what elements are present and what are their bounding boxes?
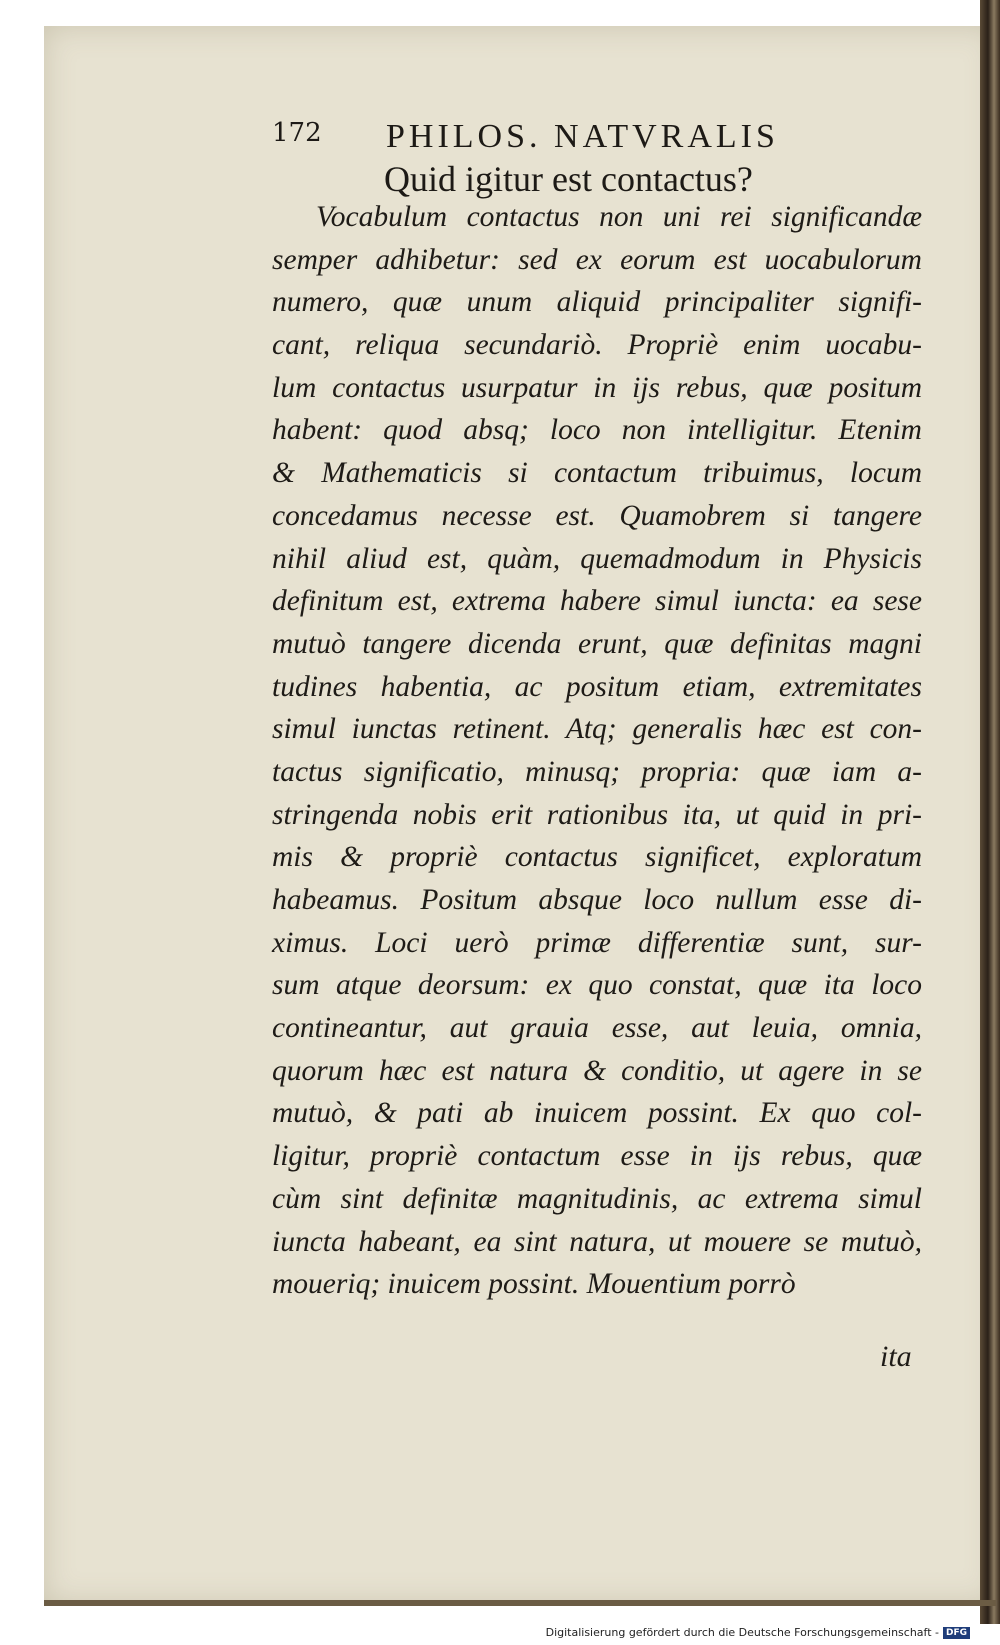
section-heading: Quid igitur est contactus? <box>384 159 753 199</box>
text-line: nihil aliud est, quàm, quemadmodum in Physicis <box>272 542 922 575</box>
text-line: & Mathematicis si contactum tribuimus, locum <box>272 457 922 490</box>
footer-credit <box>546 1626 970 1639</box>
book-spine-edge <box>980 0 1000 1624</box>
body-text <box>272 196 922 1306</box>
text-line: contineantur, aut grauia esse, aut leuia, omnia, <box>272 1012 922 1045</box>
text-line: iuncta habeant, ea sint natura, ut mouere se mutuò, <box>272 1225 922 1258</box>
text-line: sum atque deorsum: ex quo constat, quæ ita loco <box>272 969 922 1002</box>
text-line: habeamus. Positum absque loco nullum esse di- <box>272 884 922 916</box>
page-header <box>272 118 832 158</box>
text-line: mutuò tangere dicenda erunt, quæ definitas magni <box>272 627 922 660</box>
text-line: numero, quæ unum aliquid principaliter signifi- <box>272 286 922 319</box>
text-line: mis & propriè contactus significet, exploratum <box>272 841 922 874</box>
text-line: cùm sint definitæ magnitudinis, ac extrema simul <box>272 1182 922 1215</box>
catchword: ita <box>880 1340 912 1373</box>
text-line: lum contactus usurpatur in ijs rebus, quæ positum <box>272 371 922 404</box>
text-line: tactus significatio, minusq; propria: quæ iam a- <box>272 755 922 788</box>
text-line: moueriq; inuicem possint. Mouentium porrò <box>272 1268 796 1301</box>
text-line: quorum hæc est natura & conditio, ut agere in se <box>272 1054 922 1087</box>
page-number: 172 <box>272 118 322 148</box>
text-line: tudines habentia, ac positum etiam, extremitates <box>272 670 922 703</box>
text-line: ximus. Loci uerò primæ differentiæ sunt, sur- <box>272 926 922 959</box>
text-line: definitum est, extrema habere simul iuncta: ea sese <box>272 585 922 618</box>
page-bottom-edge <box>44 1600 996 1606</box>
text-line: Vocabulum contactus non uni rei significandæ <box>316 201 922 233</box>
text-line: ligitur, propriè contactum esse in ijs rebus, quæ <box>272 1140 922 1173</box>
text-line: simul iunctas retinent. Atq; generalis hæc est con- <box>272 713 922 746</box>
text-line: habent: quod absq; loco non intelligitur. Etenim <box>272 414 922 447</box>
credit-text: Digitalisierung gefördert durch die Deutsche Forschungsgemeinschaft - <box>545 1626 939 1639</box>
dfg-logo: DFG <box>943 1627 970 1639</box>
text-line: mutuò, & pati ab inuicem possint. Ex quo col- <box>272 1097 922 1130</box>
text-line: stringenda nobis erit rationibus ita, ut quid in pri- <box>272 798 922 831</box>
text-line: concedamus necesse est. Quamobrem si tangere <box>272 499 922 532</box>
text-line: semper adhibetur: sed ex eorum est uocabulorum <box>272 243 922 276</box>
running-head: PHILOS. NATVRALIS <box>386 118 779 155</box>
text-line: cant, reliqua secundariò. Propriè enim uocabu- <box>272 329 922 362</box>
